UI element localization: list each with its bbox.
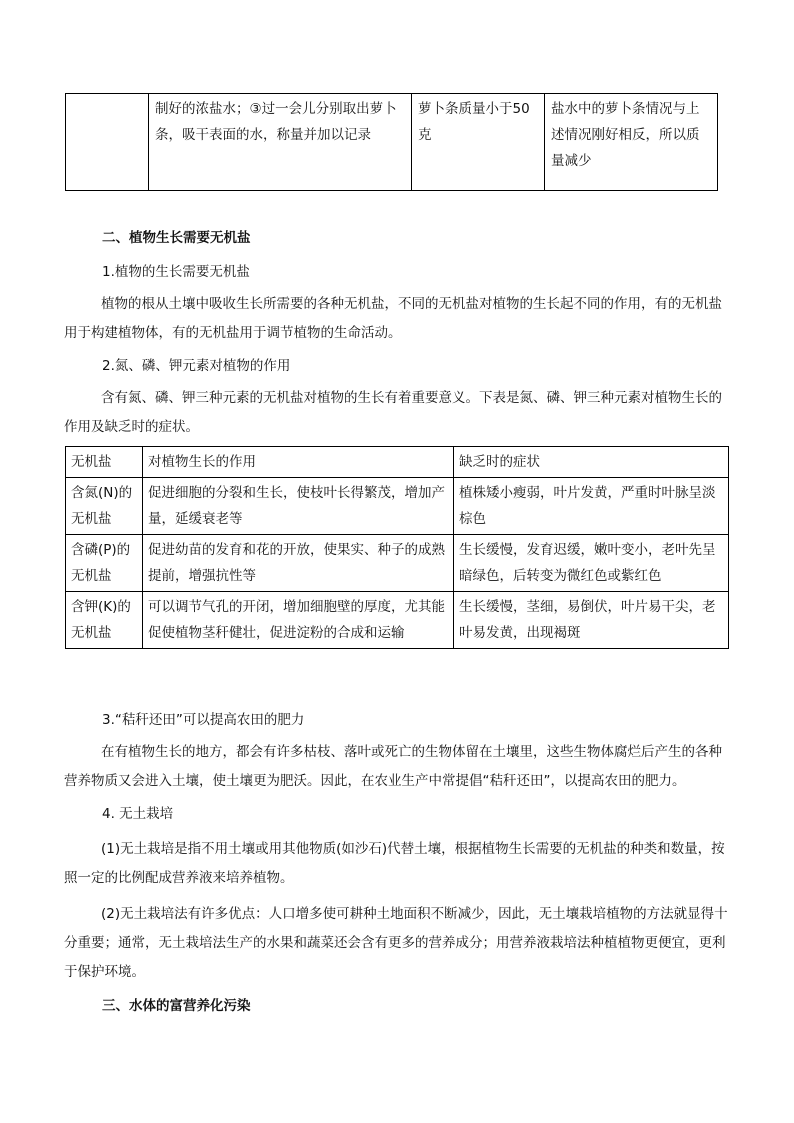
subsection-title-3: 3.“秸秆还田”可以提高农田的肥力: [102, 712, 305, 728]
column-header: 缺乏时的症状: [454, 447, 729, 478]
table-header-row: [66, 447, 729, 478]
table-cell: 含钾(K)的无机盐: [66, 592, 143, 649]
paragraph-5: (2)无土栽培法有许多优点：人口增多使可耕种土地面积不断减少，因此，无土壤栽培植物的方法就显得十分重要；通常，无土栽培法生产的水果和蔬菜还会含有更多的营养成分；用营养液栽培法种植植物更便宜，更利于保护环境。: [64, 906, 728, 980]
table-cell: 生长缓慢，茎细，易倒伏，叶片易干尖，老叶易发黄，出现褐斑: [454, 592, 729, 649]
paragraph-4: (1)无土栽培是指不用土壤或用其他物质(如沙石)代替土壤，根据植物生长需要的无机盐的种类和数量，按照一定的比例配成营养液来培养植物。: [64, 841, 725, 886]
paragraph-1: 植物的根从土壤中吸收生长所需要的各种无机盐，不同的无机盐对植物的生长起不同的作用，有的无机盐用于构建植物体，有的无机盐用于调节植物的生命活动。: [64, 296, 722, 341]
column-header: 对植物生长的作用: [143, 447, 454, 478]
subsection-title-1: 1.植物的生长需要无机盐: [102, 264, 250, 280]
section-heading-2: 二、植物生长需要无机盐: [102, 230, 251, 246]
table-cell: 含磷(P)的无机盐: [66, 535, 143, 592]
table-cell: [66, 94, 149, 191]
table-row: [66, 94, 718, 191]
table-cell: 促进细胞的分裂和生长，使枝叶长得繁茂，增加产量，延缓衰老等: [143, 478, 454, 535]
mineral-table: [65, 446, 729, 649]
paragraph-3: 在有植物生长的地方，都会有许多枯枝、落叶或死亡的生物体留在土壤里，这些生物体腐烂后产生的各种营养物质又会进入土壤，使土壤更为肥沃。因此，在农业生产中常提倡“秸秆还田”，以提高农田的肥力。: [64, 744, 722, 789]
column-header: 无机盐: [66, 447, 143, 478]
table-cell: 植株矮小瘦弱，叶片发黄，严重时叶脉呈淡棕色: [454, 478, 729, 535]
table-cell: 生长缓慢，发育迟缓，嫩叶变小，老叶先呈暗绿色，后转变为微红色或紫红色: [454, 535, 729, 592]
table-row: [66, 592, 729, 649]
table-cell: 盐水中的萝卜条情况与上述情况刚好相反，所以质量减少: [545, 94, 718, 191]
experiment-table: [65, 93, 718, 191]
paragraph-2: 含有氮、磷、钾三种元素的无机盐对植物的生长有着重要意义。下表是氮、磷、钾三种元素对植物生长的作用及缺乏时的症状。: [64, 390, 722, 435]
table-cell: 含氮(N)的无机盐: [66, 478, 143, 535]
table-cell: 制好的浓盐水；③过一会儿分别取出萝卜条，吸干表面的水，称量并加以记录: [149, 94, 412, 191]
table-cell: 促进幼苗的发育和花的开放，使果实、种子的成熟提前，增强抗性等: [143, 535, 454, 592]
table-row: [66, 478, 729, 535]
table-cell: 萝卜条质量小于50克: [412, 94, 545, 191]
section-heading-3: 三、水体的富营养化污染: [102, 998, 251, 1014]
subsection-title-4: 4. 无土栽培: [102, 806, 174, 822]
subsection-title-2: 2.氮、磷、钾元素对植物的作用: [102, 358, 291, 374]
table-row: [66, 535, 729, 592]
table-cell: 可以调节气孔的开闭，增加细胞壁的厚度，尤其能促使植物茎秆健壮，促进淀粉的合成和运输: [143, 592, 454, 649]
